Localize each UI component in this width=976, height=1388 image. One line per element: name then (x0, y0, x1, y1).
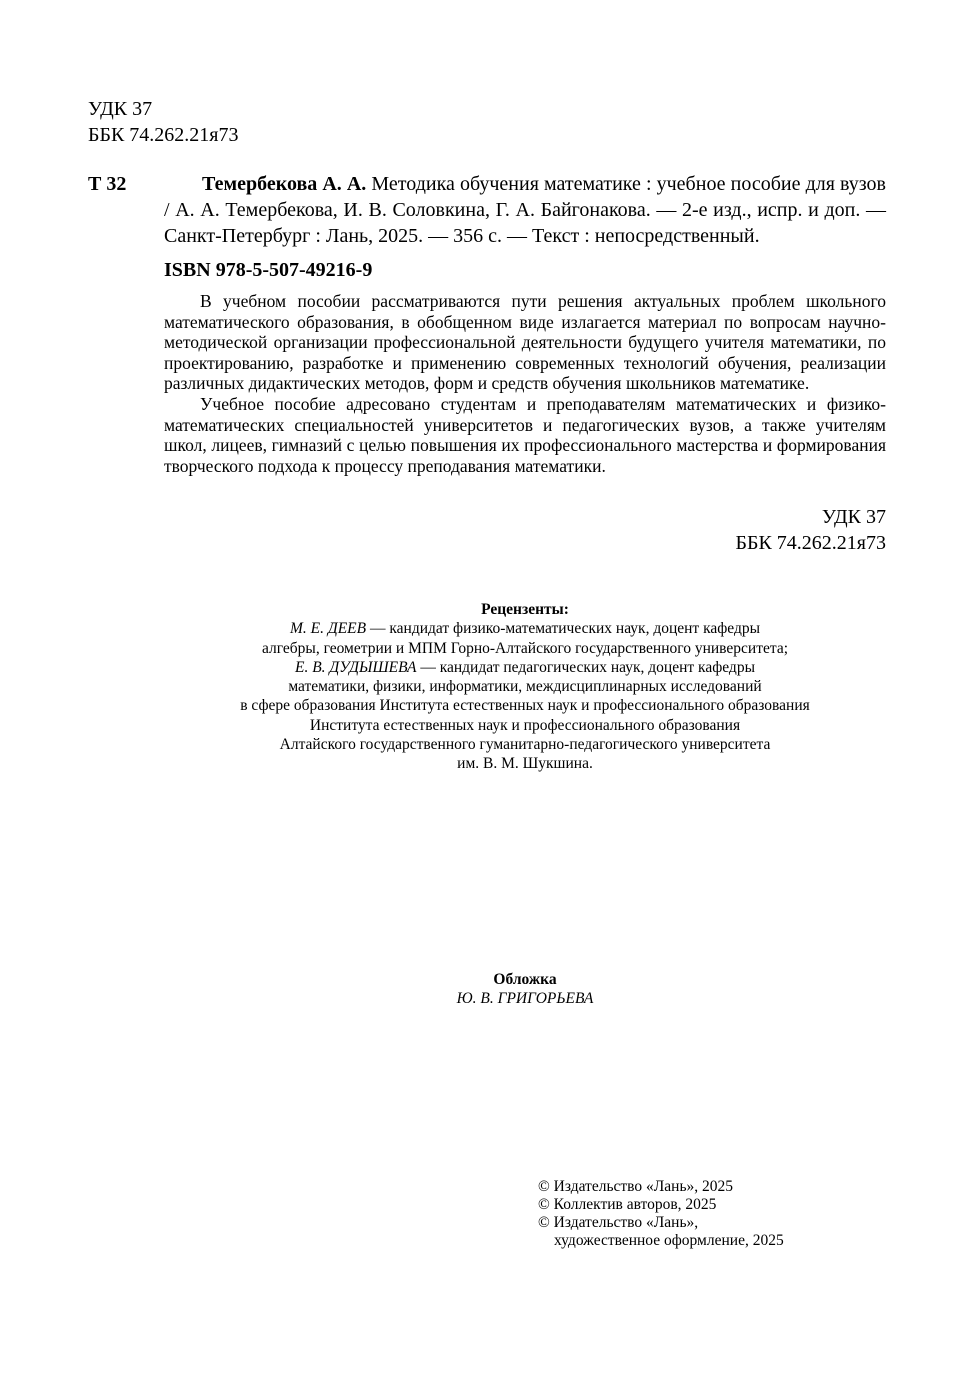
reviewer-2-line-3: в сфере образования Института естественных наук и профессионального образования (240, 697, 810, 715)
reviewer-1-line-2: алгебры, геометрии и МПМ Горно-Алтайского государственного университета; (261, 639, 789, 657)
reviewer-1-name: М. Е. ДЕЕВ (289, 620, 367, 638)
bibliographic-record (164, 171, 886, 249)
reviewer-2-line-6: им. В. М. Шукшина. (457, 755, 593, 773)
reviewer-2-line-4: Института естественных наук и профессионального образования (309, 716, 741, 734)
bottom-classification (735, 504, 886, 556)
top-classification (88, 96, 239, 148)
cover-heading: Обложка (493, 971, 557, 988)
abstract-paragraph-2: Учебное пособие адресовано студентам и преподавателям математических и физико-математических специальностей университетов и педагогических вузов, а также учителям школ, лицеев, гимназий с целью повышения их профессионального мастерства и формирования творческого подхода к процессу преподавания математики. (164, 393, 886, 476)
isbn: ISBN 978-5-507-49216-9 (164, 259, 373, 281)
reviewers-heading: Рецензенты: (481, 601, 569, 618)
copyright-line-2: © Коллектив авторов, 2025 (538, 1196, 717, 1213)
udk-code-bottom: УДК 37 (821, 506, 886, 528)
author-sign: Т 32 (88, 173, 127, 195)
bbk-code: ББК 74.262.21я73 (88, 124, 239, 146)
copyright-line-3: © Издательство «Лань», (538, 1214, 699, 1231)
reviewer-1-line-1: М. Е. ДЕЕВ — кандидат физико-математических наук, доцент кафедры (289, 620, 761, 638)
bbk-code-bottom: ББК 74.262.21я73 (735, 532, 886, 554)
cover-credit (100, 970, 950, 1009)
reviewer-2-line-1: Е. В. ДУДЫШЕВА — кандидат педагогических наук, доцент кафедры (294, 658, 755, 676)
cover-designer: Ю. В. ГРИГОРЬЕВА (456, 990, 594, 1008)
author-name: Темербекова А. А. (202, 173, 367, 195)
copyright-line-4: художественное оформление, 2025 (554, 1232, 784, 1249)
reviewers-block (100, 600, 950, 774)
copyright-block (538, 1178, 784, 1250)
abstract (164, 291, 886, 476)
abstract-paragraph-1: В учебном пособии рассматриваются пути решения актуальных проблем школьного математического образования, в обобщенном виде излагается материал по вопросам научно-методической организации профессиональной деятельности будущего учителя математики, по проектированию, разработке и применению современных технологий обучения, реализации различных дидактических методов, форм и средств обучения школьников математике. (164, 291, 886, 394)
copyright-line-1: © Издательство «Лань», 2025 (538, 1178, 734, 1195)
reviewer-2-name: Е. В. ДУДЫШЕВА (294, 658, 417, 676)
reviewer-2-line-5: Алтайского государственного гуманитарно-педагогического университета (279, 736, 771, 754)
bibliographic-text: Методика обучения математике : учебное пособие для вузов / А. А. Темербекова, И. В. Соловкина, Г. А. Байгонакова. — 2-е изд., испр. и доп. — Санкт-Петербург : Лань, 2025. — 356 с. — Текст : непосредственный. (164, 173, 886, 247)
reviewer-2-line-2: математики, физики, информатики, междисциплинарных исследований (288, 678, 762, 696)
udk-code: УДК 37 (88, 98, 153, 120)
